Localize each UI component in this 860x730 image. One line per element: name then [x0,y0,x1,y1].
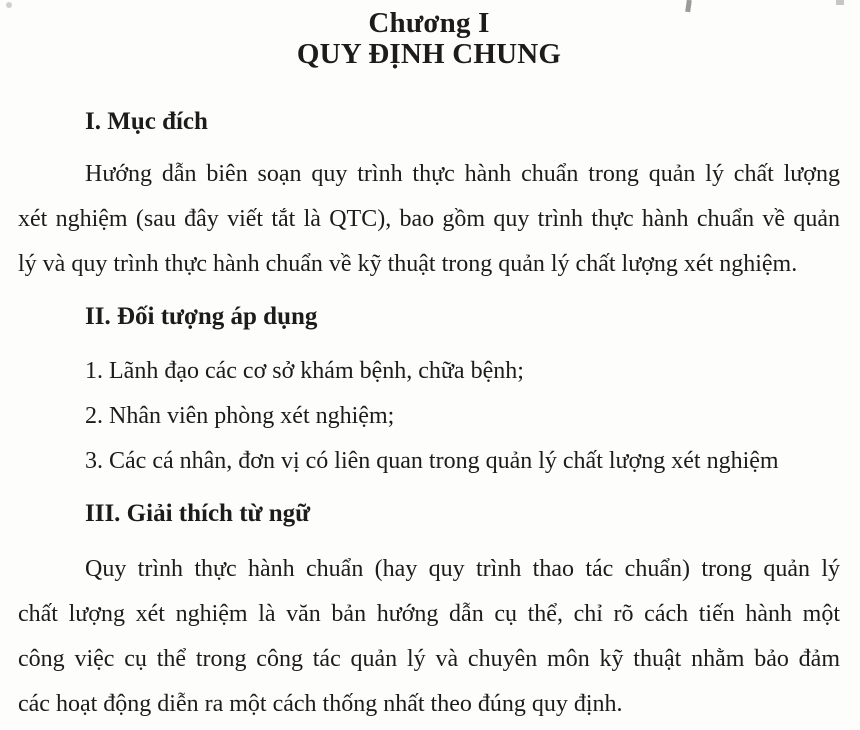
section-heading-doi-tuong: II. Đối tượng áp dụng [85,303,318,330]
scan-artifact [6,2,12,8]
paragraph-line: công việc cụ thể trong công tác quản lý và chuyên môn kỹ thuật nhằm bảo đảm [18,646,840,672]
chapter-name: QUY ĐỊNH CHUNG [296,38,562,70]
chapter-title [18,8,840,70]
list-item: 1. Lãnh đạo các cơ sở khám bệnh, chữa bệnh; [85,358,524,384]
paragraph-line: lý và quy trình thực hành chuẩn về kỹ thuật trong quản lý chất lượng xét nghiệm. [18,251,798,277]
paragraph-muc-dich [18,152,840,287]
paragraph-line: xét nghiệm (sau đây viết tắt là QTC), bao gồm quy trình thực hành chuẩn về quản [18,206,840,232]
section-heading-giai-thich: III. Giải thích từ ngữ [85,500,311,527]
scan-artifact [836,0,844,5]
paragraph-line: chất lượng xét nghiệm là văn bản hướng dẫn cụ thể, chỉ rõ cách tiến hành một [18,601,840,627]
list-item: 3. Các cá nhân, đơn vị có liên quan trong quản lý chất lượng xét nghiệm [85,448,779,474]
paragraph-line: Hướng dẫn biên soạn quy trình thực hành chuẩn trong quản lý chất lượng [85,161,840,187]
paragraph-line: Quy trình thực hành chuẩn (hay quy trình thao tác chuẩn) trong quản lý [85,556,840,582]
paragraph-giai-thich [18,547,840,727]
chapter-number: Chương I [368,7,490,39]
list-item: 2. Nhân viên phòng xét nghiệm; [85,403,395,429]
applicable-subjects-list [18,349,840,484]
paragraph-line: các hoạt động diễn ra một cách thống nhất theo đúng quy định. [18,691,623,717]
section-heading-muc-dich: I. Mục đích [85,108,208,135]
